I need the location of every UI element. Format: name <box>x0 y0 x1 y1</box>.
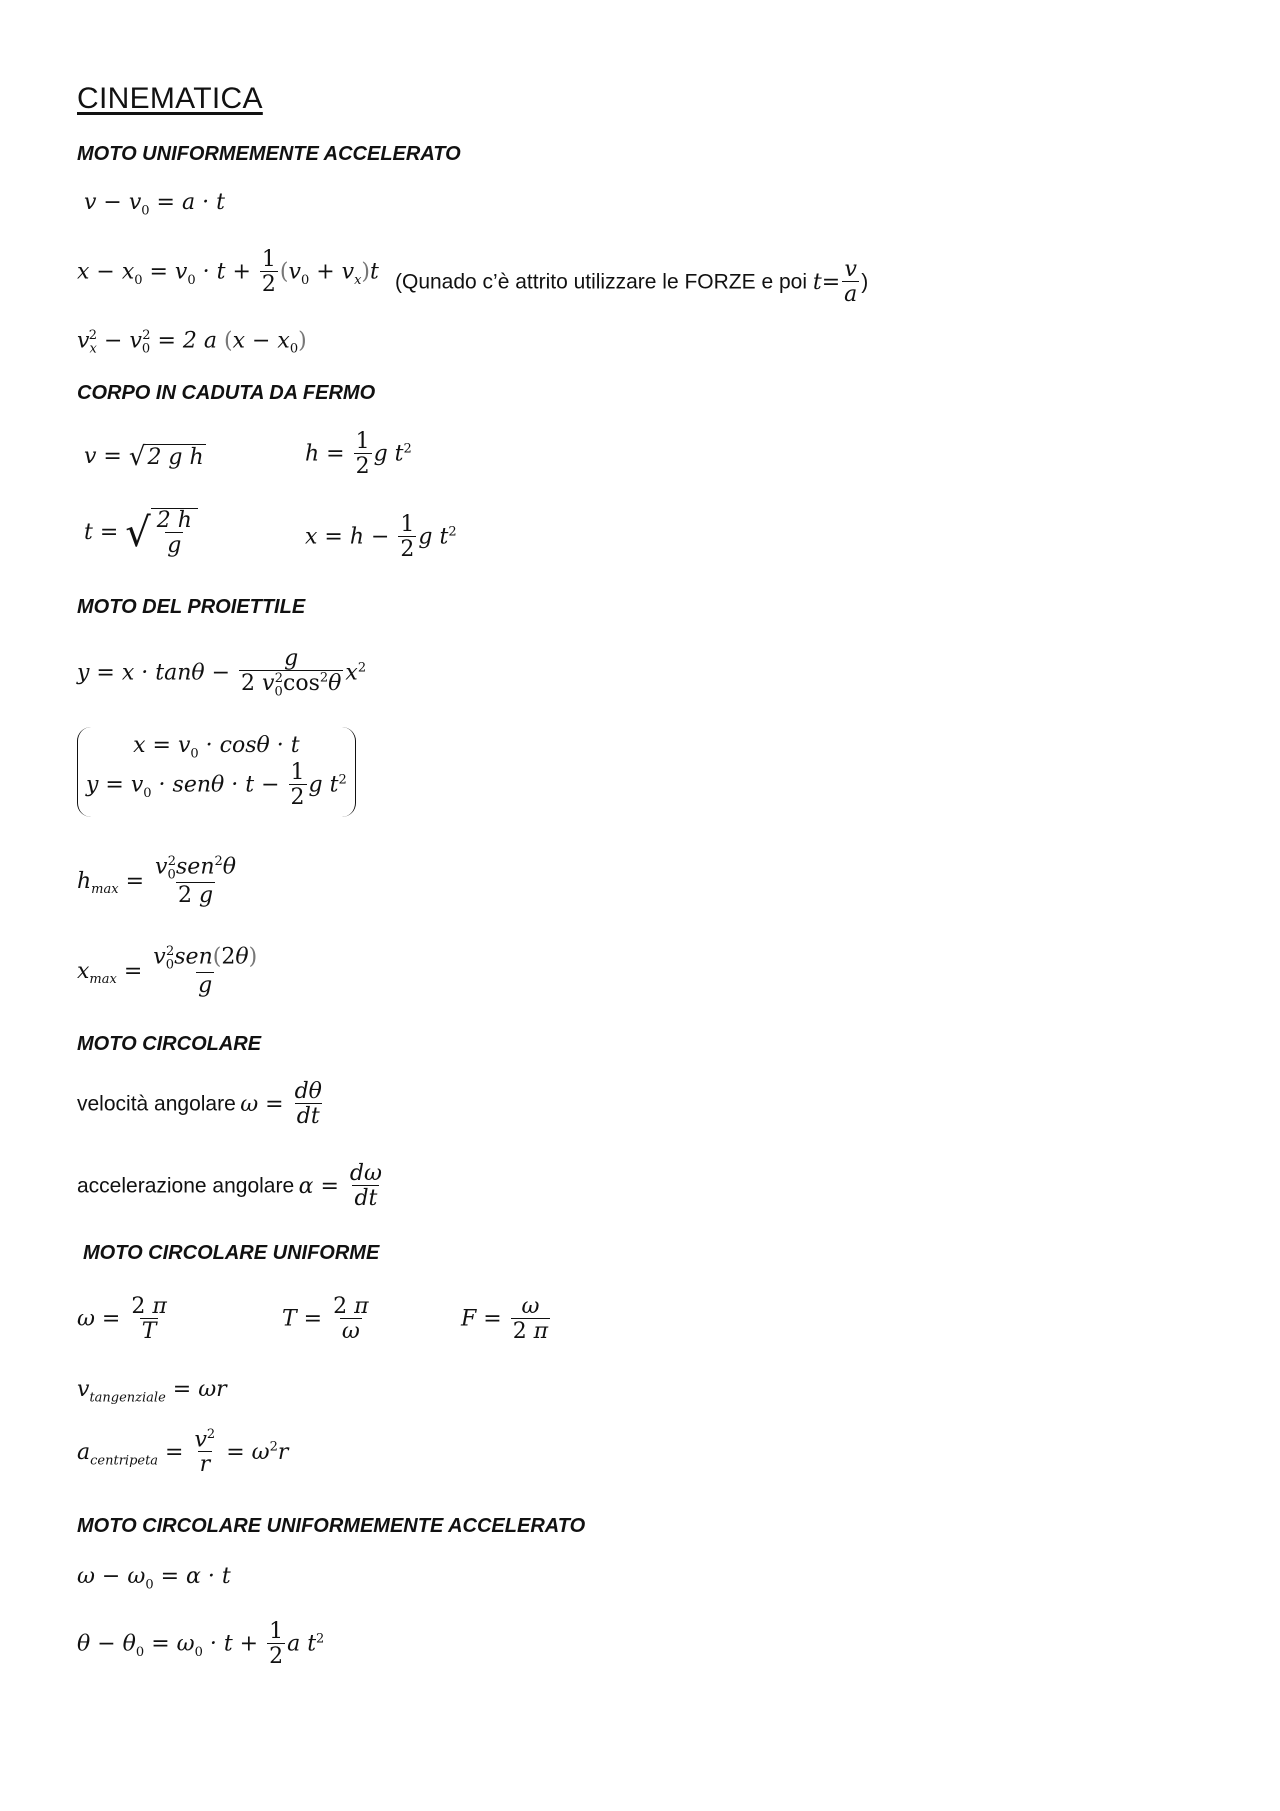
section-heading-circ-uniforme: MOTO CIRCOLARE UNIFORME <box>83 1242 380 1264</box>
section-heading-caduta: CORPO IN CADUTA DA FERMO <box>77 382 376 404</box>
formula-centripetal-acceleration: $a_{centripeta}$ = $\frac{v^2}{r}$ = $\omega^2r$ <box>77 1427 289 1478</box>
formula-free-fall-velocity: v = √ 2 g h <box>84 442 204 472</box>
note-friction-text: (Qunado c’è attrito utilizzare le FORZE e poi <box>395 270 808 294</box>
note-friction <box>395 258 868 307</box>
formula-angular-velocity-acc: $\omega - \omega_0 = \alpha \cdot t$ <box>77 1564 231 1593</box>
note-friction-close: ) <box>861 270 869 294</box>
subscript-centripeta: centripeta <box>90 1453 159 1469</box>
formula-omega-period: ω = $\frac{2 \pi}{T}$ <box>77 1294 167 1345</box>
section-heading-circ-acc: MOTO CIRCOLARE UNIFORMEMENTE ACCELERATO <box>77 1515 586 1537</box>
formula-free-fall-time: t = √ $\frac{2 h}{g}$ <box>84 508 198 558</box>
formula-max-height: $h_{max}$ = $\frac{v_0^2sen^2\theta}{2 g}$ <box>77 854 237 909</box>
label-angular-velocity: velocità angolare <box>77 1092 236 1116</box>
formula-trajectory: y = x · tanθ − $\frac{g}{2 v_0^2\cos^2\theta}$ $x^2$ <box>77 646 367 700</box>
formula-frequency: F = $\frac{\omega}{2 \pi}$ <box>461 1294 549 1345</box>
formula-velocity: $v - v_0 = a \cdot t$ <box>84 190 225 219</box>
formula-angular-position: $\theta - \theta_0 = \omega_0 \cdot t$ + $\frac{1}{2}$ a $t^2$ <box>77 1619 325 1670</box>
formula-torricelli: $v_x^2 - v_0^2 = 2$ a $(x - x_0)$ <box>77 328 307 357</box>
label-angular-acceleration: accelerazione angolare <box>77 1174 295 1198</box>
subscript-max-1: max <box>91 882 119 898</box>
formula-t-v-over-a: t= $\frac{v}{a}$ <box>812 257 858 308</box>
formula-position: $x - x_0 = v_0 \cdot t$ + $\frac{1}{2}$ $(v_0 + v_x)t$ <box>77 247 379 298</box>
subscript-tangenziale: tangenziale <box>89 1390 166 1406</box>
page-title: CINEMATICA <box>77 82 263 115</box>
formula-period: T = $\frac{2 \pi}{\omega}$ <box>282 1294 369 1345</box>
formula-projectile-system: $x = v_0 \cdot \cos\theta \cdot t$ $y = v_0 \cdot sen\theta \cdot t$ − $\frac{1}{2}$ g $t^2$ <box>77 727 356 817</box>
formula-tangential-velocity: $v_{tangenziale} = \omega r$ <box>77 1377 227 1406</box>
formula-angular-acceleration: accelerazione angolare α = $\frac{d\omega}{dt}$ <box>77 1161 382 1212</box>
formula-max-range: $x_{max}$ = $\frac{v_0^2sen(2\theta)}{g}$ <box>77 944 258 999</box>
subscript-max-2: max <box>89 972 117 988</box>
section-heading-proiettile: MOTO DEL PROIETTILE <box>77 596 306 618</box>
section-heading-mua: MOTO UNIFORMEMENTE ACCELERATO <box>77 143 461 165</box>
section-heading-circolare: MOTO CIRCOLARE <box>77 1033 262 1055</box>
formula-angular-velocity: velocità angolare ω = $\frac{d\theta}{dt}$ <box>77 1079 322 1130</box>
formula-free-fall-height: h = $\frac{1}{2}$ g $t^2$ <box>305 429 412 480</box>
formula-free-fall-position: x = h − $\frac{1}{2}$ g $t^2$ <box>305 512 457 563</box>
